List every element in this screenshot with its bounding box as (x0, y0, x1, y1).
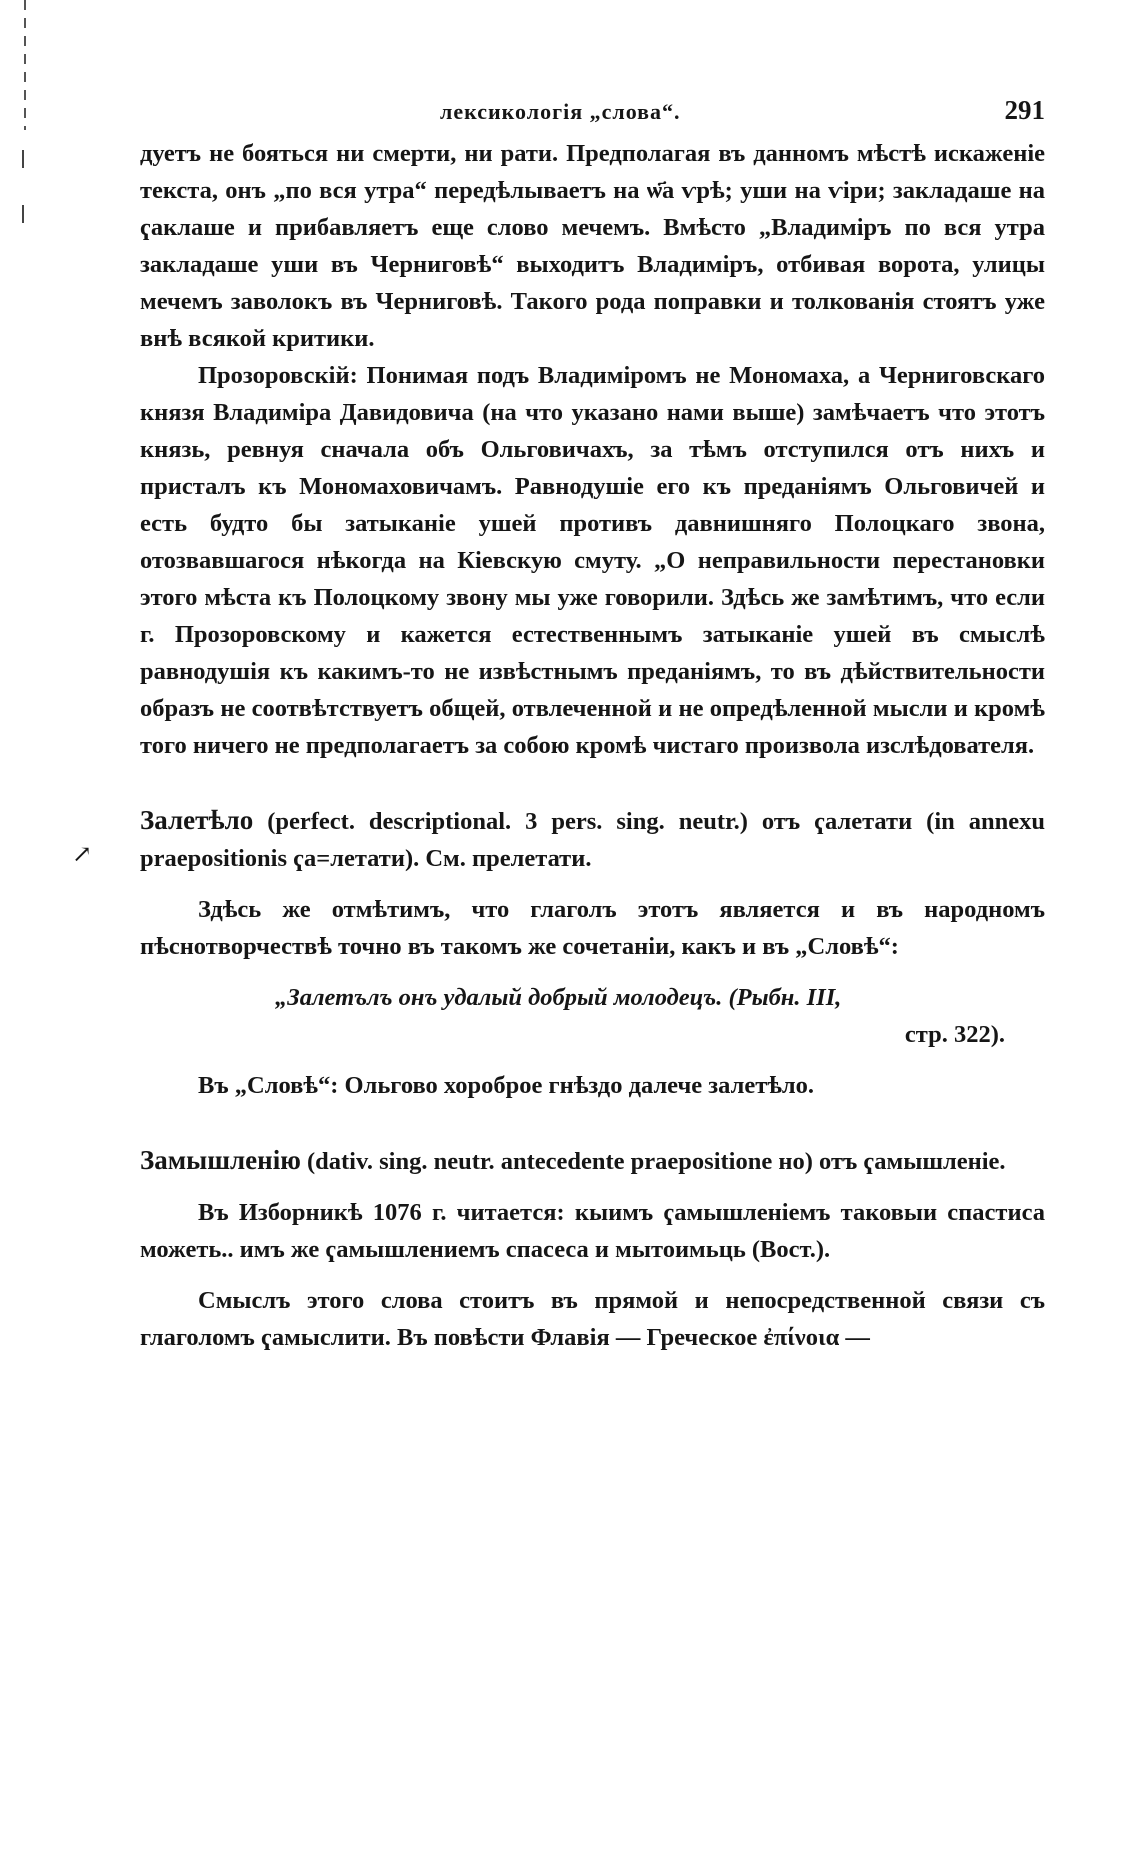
entry-zaletelo (140, 802, 1045, 877)
paragraph-5: Въ Изборникѣ 1076 г. читается: кыимъ ҁамышленіемъ таковыи спастиса можеть.. имъ же ҁамышлениемъ спасеса и мытоимьць (Вост.). (140, 1199, 1045, 1263)
paragraph-2: Прозоровскій: Понимая подъ Владиміромъ не Мономаха, а Черниговскаго князя Владиміра Давидовича (на что указано нами выше) замѣчаетъ что этотъ князь, ревнуя сначала объ Ольговичахъ, за тѣмъ отступился отъ нихъ и присталъ къ Мономаховичамъ. Равнодушіе его къ преданіямъ Ольговичей и есть будто бы затыканіе ушей противъ давнишняго Полоцкаго звона, отозвавшагося нѣкогда на Кіевскую смуту. „О неправильности перестановки этого мѣста къ Полоцкому звону мы уже говорили. Здѣсь же замѣтимъ, что если г. Прозоровскому и кажется естественнымъ затыканіе ушей въ смыслѣ равнодушія къ какимъ-то не извѣстнымъ преданіямъ, то въ дѣйствительности образъ не соотвѣтствуетъ общей, отвлеченной и не опредѣленной мысли и кромѣ того ничего не предполагаетъ за собою кромѣ чистаго произвола изслѣдователя. (140, 362, 1045, 759)
entry-grammar: (dativ. sing. neutr. antecedente praepositione но) отъ ҁамышленіе. (306, 1148, 1006, 1175)
book-page (140, 95, 1045, 1356)
paragraph-1: дуетъ не бояться ни смерти, ни рати. Предполагая въ данномъ мѣстѣ искаженіе текста, онъ „по вся утра“ передѣлываетъ на ѡ҃а ѵрѣ; уши на ѵіри; закладаше на ҁаклаше и прибавляетъ еще слово мечемъ. Вмѣсто „Владиміръ по вся утра закладаше уши въ Черниговѣ“ выходитъ Владиміръ, отбивая ворота, улицы мечемъ заволокъ въ Черниговѣ. Такого рода поправки и толкованія стоятъ уже внѣ всякой критики. (140, 140, 1045, 352)
paragraph-3: Здѣсь же отмѣтимъ, что глаголъ этотъ является и въ народномъ пѣснотворчествѣ точно въ такомъ же сочетаніи, какъ и въ „Словѣ“: (140, 896, 1045, 960)
margin-arrow: ↗ (72, 842, 93, 868)
page-number: 291 (1004, 95, 1045, 125)
running-header (140, 95, 1045, 135)
quote-line-2: стр. 322). (904, 1021, 1005, 1048)
entry-zamyshleniyu (140, 1142, 1045, 1180)
entry-headword: Залетѣло (140, 805, 254, 835)
entry-grammar: (perfect. descriptional. 3 pers. sing. neutr.) отъ ҁалетати (in annexu praepositionis ҁа=летати). См. прелетати. (140, 808, 1045, 872)
paragraph-4: Въ „Словѣ“: Ольгово хороброе гнѣздо далече залетѣло. (198, 1072, 815, 1099)
running-title: лексикологія „слова“. (440, 99, 681, 124)
entry-headword: Замышленію (140, 1145, 301, 1175)
quote-line-1: „Залетълъ онъ удалый добрый молодецъ. (Рыбн. III, (275, 984, 842, 1011)
margin-scan-rule (24, 0, 26, 130)
paragraph-6: Смыслъ этого слова стоитъ въ прямой и непосредственной связи съ глаголомъ ҁамыслити. Въ повѣсти Флавія — Греческое ἐπίνοια — (140, 1287, 1045, 1351)
margin-tick (22, 205, 24, 223)
margin-tick (22, 150, 24, 168)
